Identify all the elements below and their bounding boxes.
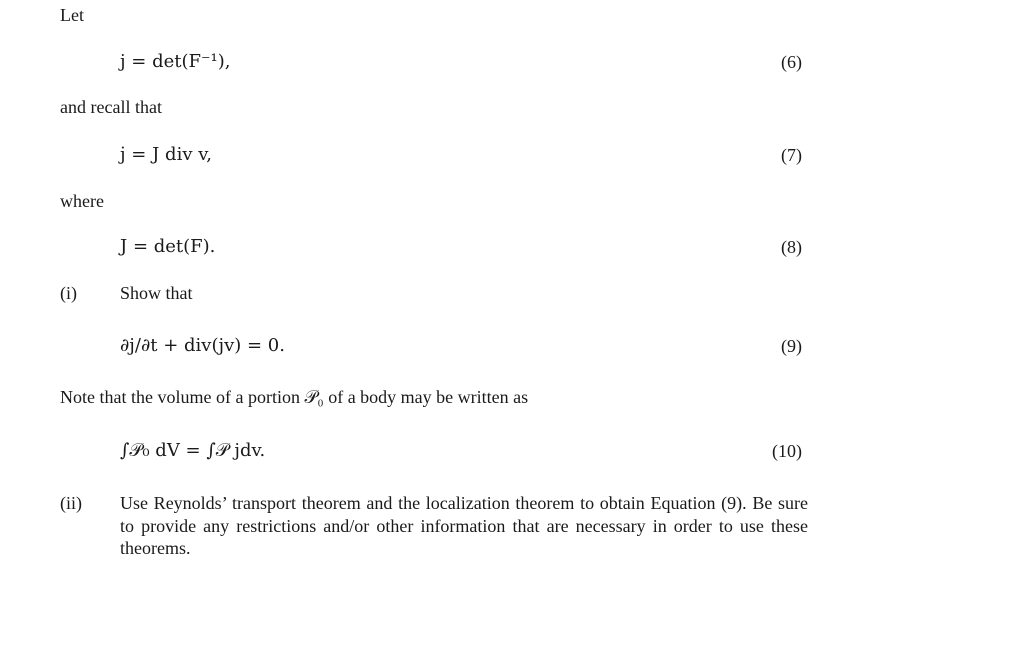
equation-8-number: (8) (781, 237, 802, 257)
equation-9-text: ∂j/∂t + div(jv) = 0. (120, 335, 285, 356)
recall-text: and recall that (60, 97, 162, 117)
equation-7 (120, 144, 212, 166)
note-text: Note that the volume of a portion 𝒫₀ of a body may be written as (60, 387, 529, 407)
equation-6-number: (6) (781, 52, 802, 72)
equation-9-number: (9) (781, 336, 802, 356)
equation-8-text: J = det(F). (120, 236, 216, 257)
equation-7-text: j̇ = J div v, (120, 144, 212, 165)
equation-10-number: (10) (772, 441, 802, 461)
equation-7-number: (7) (781, 145, 802, 165)
part-i-text: Show that (120, 283, 193, 303)
part-ii-label: (ii) (60, 493, 82, 513)
equation-6 (120, 51, 231, 73)
equation-8 (120, 236, 215, 258)
part-ii-text: Use Reynolds’ transport theorem and the localization theorem to obtain Equation (9). Be sure to provide any restrictions and/or other information that are necessary in order to use these theorems. (120, 493, 808, 558)
equation-10-text: ∫𝒫₀ dV = ∫𝒫 jdv. (120, 440, 266, 461)
part-i-label: (i) (60, 283, 77, 303)
equation-6-text: j = det(F⁻¹), (120, 51, 231, 72)
where-text: where (60, 191, 104, 211)
equation-9 (120, 335, 285, 357)
equation-10 (120, 440, 265, 462)
let-text: Let (60, 5, 84, 25)
